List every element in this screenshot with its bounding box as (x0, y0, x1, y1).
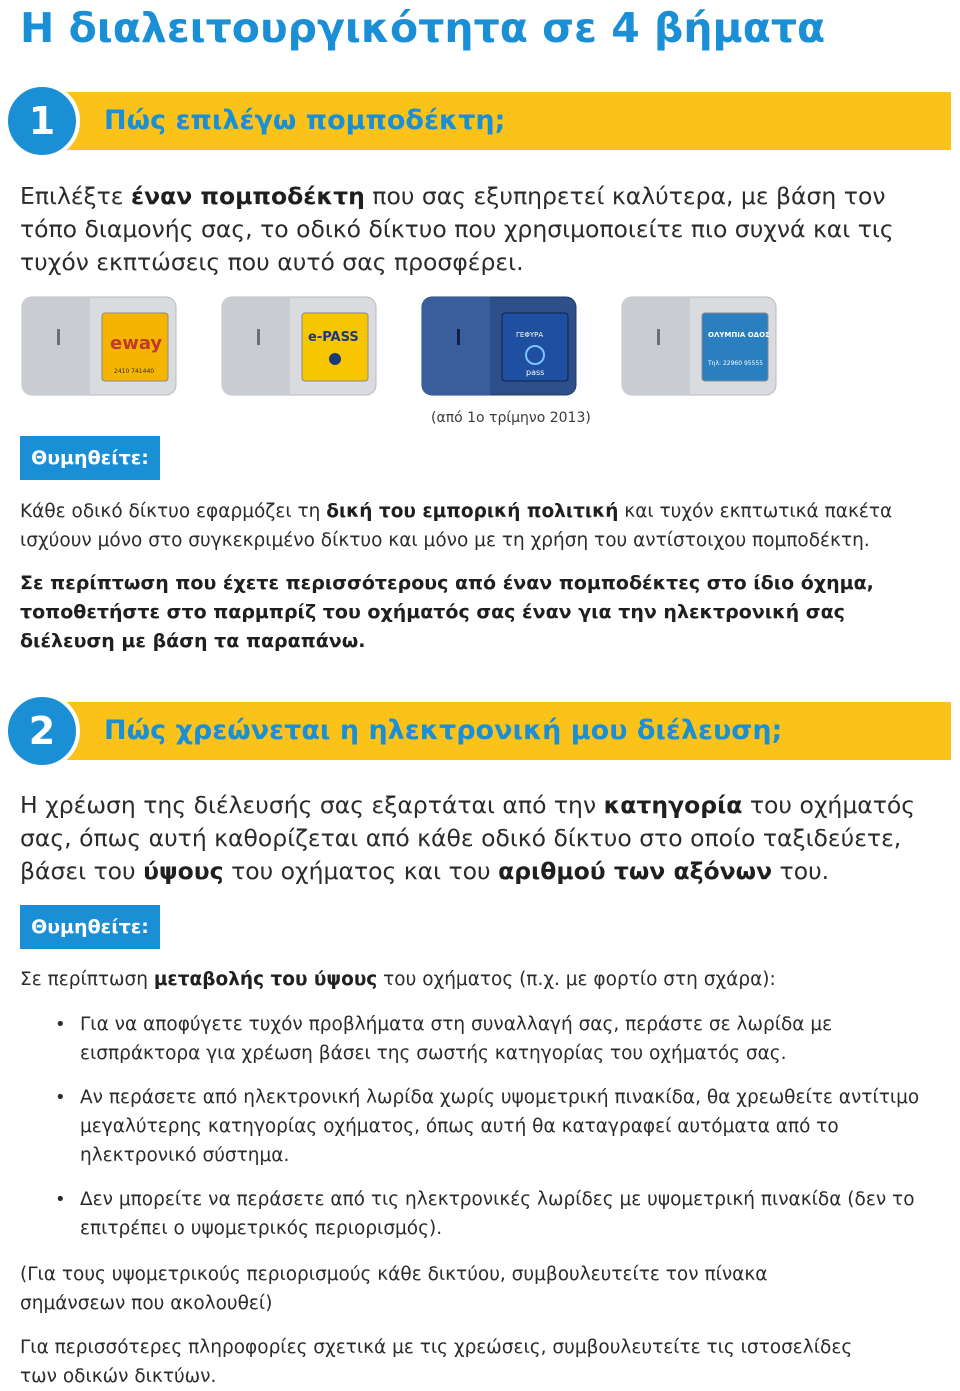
remember-badge-2: Θυμηθείτε: (20, 905, 160, 949)
list-item: • Δεν μπορείτε να περάσετε από τις ηλεκτρονικές λωρίδες με υψομετρική πινακίδα (δεν το επιτρέπει ο υψομετρικός περιορισμός). (55, 1189, 915, 1239)
step1-intro: Επιλέξτε έναν πομποδέκτη που σας εξυπηρετεί καλύτερα, με βάση τον τόπο διαμονής σας, το οδικό δίκτυο που χρησιμοποιείτε πιο συχνά και τις τυχόν εκπτώσεις που αυτό σας προσφέρει. (20, 182, 894, 276)
svg-text:pass: pass (526, 368, 545, 377)
device-note: (από 1ο τρίμηνο 2013) (431, 410, 591, 426)
epass-transponder-image (220, 293, 378, 399)
gefyra-logo-text: ΓΕΦΥΡΑ (516, 331, 544, 339)
height-change-bullets (20, 1010, 920, 1258)
eway-logo-text: eway (110, 333, 163, 354)
policy-text: Κάθε οδικό δίκτυο εφαρμόζει τη δική του εμπορική πολιτική και τυχόν εκπτωτικά πακέτα ισχύουν μόνο στο συγκεκριμένο δίκτυο και μόνο με τη χρήση του αντίστοιχου πομποδέκτη. (20, 501, 893, 551)
step1-heading: Πώς επιλέγω πομποδέκτη; (104, 105, 506, 136)
olympia-transponder-image (620, 293, 778, 399)
transponder-gallery (20, 293, 780, 403)
step2-number-badge: 2 (4, 693, 80, 769)
height-limits-note: (Για τους υψομετρικούς περιορισμούς κάθε δικτύου, συμβουλευτείτε τον πίνακα σημάνσεων που ακολουθεί) (20, 1264, 768, 1314)
olympia-logo-text: ΟΛΥΜΠΙΑ ΟΔΟΣ (708, 331, 770, 339)
eway-transponder-image (20, 293, 178, 399)
remember-badge-1: Θυμηθείτε: (20, 436, 160, 480)
epass-logo-text: e-PASS (308, 330, 359, 345)
svg-text:Τηλ: 22960 95555: Τηλ: 22960 95555 (708, 360, 764, 367)
list-item: • Για να αποφύγετε τυχόν προβλήματα στη συναλλαγή σας, περάστε σε λωρίδα με εισπράκτορα για χρέωση βάσει της σωστής κατηγορίας του οχήματός σας. (55, 1014, 833, 1064)
list-item: • Αν περάσετε από ηλεκτρονική λωρίδα χωρίς υψομετρική πινακίδα, θα χρεωθείτε αντίτιμο μεγαλύτερης κατηγορίας οχήματος, όπως αυτή θα καταγραφεί αυτόματα από το ηλεκτρονικό σύστημα. (55, 1087, 920, 1166)
height-change-text: Σε περίπτωση μεταβολής του ύψους του οχήματος (π.χ. με φορτίο στη σχάρα): (20, 969, 776, 990)
step2-intro: Η χρέωση της διέλευσής σας εξαρτάται από την κατηγορία του οχήματός σας, όπως αυτή καθορίζεται από κάθε οδικό δίκτυο στο οποίο ταξιδεύετε, βάσει του ύψους του οχήματος και του αριθμού των αξόνων του. (20, 791, 916, 885)
step2-heading: Πώς χρεώνεται η ηλεκτρονική μου διέλευση; (104, 715, 783, 746)
multi-transponder-note: Σε περίπτωση που έχετε περισσότερους από έναν πομποδέκτες στο ίδιο όχημα, τοποθετήστε στο παρμπρίζ του οχήματός σας έναν για την ηλεκτρονική σας διέλευση με βάση τα παραπάνω. (20, 572, 874, 652)
step1-number-badge: 1 (4, 83, 80, 159)
page-title: Η διαλειτουργικότητα σε 4 βήματα (20, 4, 826, 52)
gefyra-transponder-image (420, 293, 578, 399)
svg-text:2410 741440: 2410 741440 (114, 368, 155, 375)
more-info-note: Για περισσότερες πληροφορίες σχετικά με τις χρεώσεις, συμβουλευτείτε τις ιστοσελίδες των οδικών δικτύων. (20, 1337, 853, 1387)
